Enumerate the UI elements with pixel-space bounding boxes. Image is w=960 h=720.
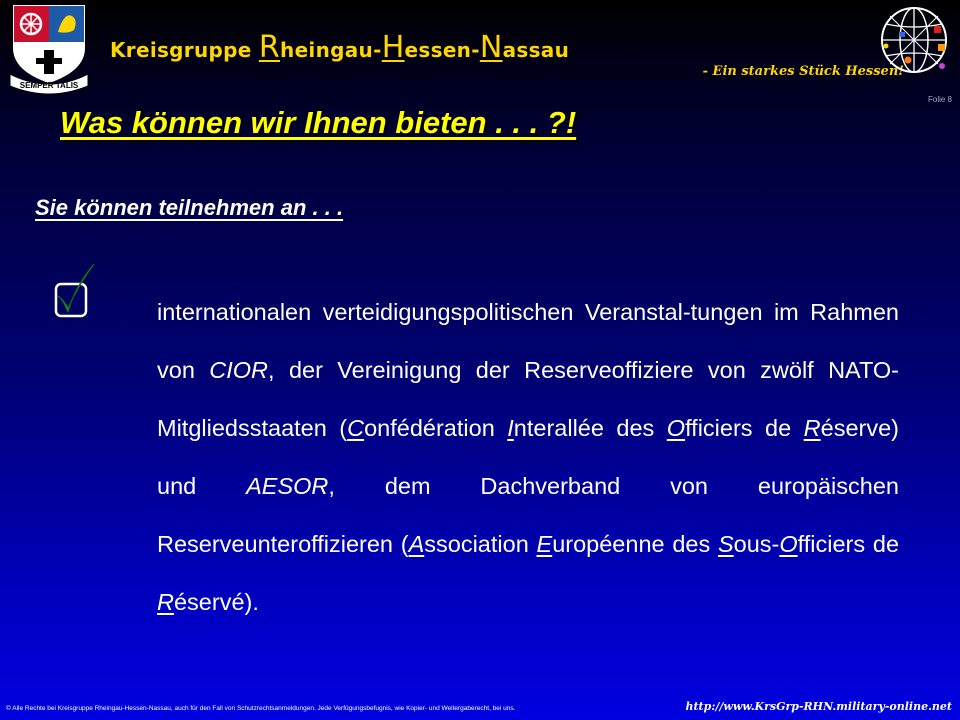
- body-text-1: internationalen verteidigungspolitischen Veranstal-tungen im Rahmen von: [157, 299, 899, 383]
- title-part-3: essen-: [404, 38, 480, 62]
- body-text-o2: fficiers de: [797, 531, 900, 557]
- body-letter-r2: R: [157, 589, 174, 615]
- body-cior: CIOR: [209, 357, 269, 383]
- slide-subtitle: Sie können teilnehmen an . . .: [35, 195, 344, 220]
- body-letter-o: O: [666, 415, 686, 441]
- body-text-c: onfédération: [364, 415, 508, 441]
- checkmark-icon: [52, 262, 98, 328]
- body-text-o: fficiers de: [685, 415, 804, 441]
- body-paragraph: [157, 283, 899, 631]
- footer-url[interactable]: http://www.KrsGrp-RHN.military-online.net: [685, 700, 952, 713]
- title-part-1: Kreisgruppe: [110, 38, 259, 62]
- body-text-2: , der Vereinigung der Reserveoffiziere von zwölf NATO-Mitgliedsstaaten (: [157, 357, 900, 441]
- title-letter-r: R: [258, 30, 281, 65]
- body-text-r2: éservé).: [173, 589, 259, 615]
- header-title: [110, 30, 569, 65]
- body-text-r: éserve) und: [157, 415, 900, 499]
- body-letter-r: R: [803, 415, 821, 441]
- body-letter-i: I: [507, 415, 514, 441]
- body-text-e: uropéenne des: [552, 531, 718, 557]
- body-aesor: AESOR: [246, 473, 329, 499]
- title-part-2: heingau-: [280, 38, 382, 62]
- title-letter-n: N: [479, 30, 503, 65]
- body-text-s: ous-: [733, 531, 780, 557]
- footer-copyright: © Alle Rechte bei Kreisgruppe Rheingau-Hessen-Nassau, auch für den Fall von Schutzrechtsanmeldungen. Jede Verfügungsbefugnis, wie Kopier- und Weitergaberecht, bei uns.: [6, 705, 516, 712]
- body-letter-o2: O: [779, 531, 798, 557]
- slogan: - Ein starkes Stück Hessen!: [702, 64, 904, 79]
- body-letter-e: E: [536, 531, 553, 557]
- title-part-4: assau: [502, 38, 570, 62]
- body-text-a: ssociation: [424, 531, 537, 557]
- title-letter-h: H: [381, 30, 405, 65]
- slide-title: Was können wir Ihnen bieten . . . ?!: [60, 105, 577, 140]
- body-text-i: nterallée des: [513, 415, 667, 441]
- body-letter-s: S: [717, 531, 734, 557]
- body-letter-a: A: [408, 531, 425, 557]
- body-text-3: , dem Dachverband von europäischen Reserveunteroffizieren (: [157, 473, 899, 557]
- globe-network-icon: [878, 2, 954, 90]
- crest-motto: SEMPER TALIS: [19, 81, 79, 90]
- slide-number: Folie 8: [927, 95, 952, 104]
- crest-icon: [6, 2, 92, 98]
- body-letter-c: C: [347, 415, 365, 441]
